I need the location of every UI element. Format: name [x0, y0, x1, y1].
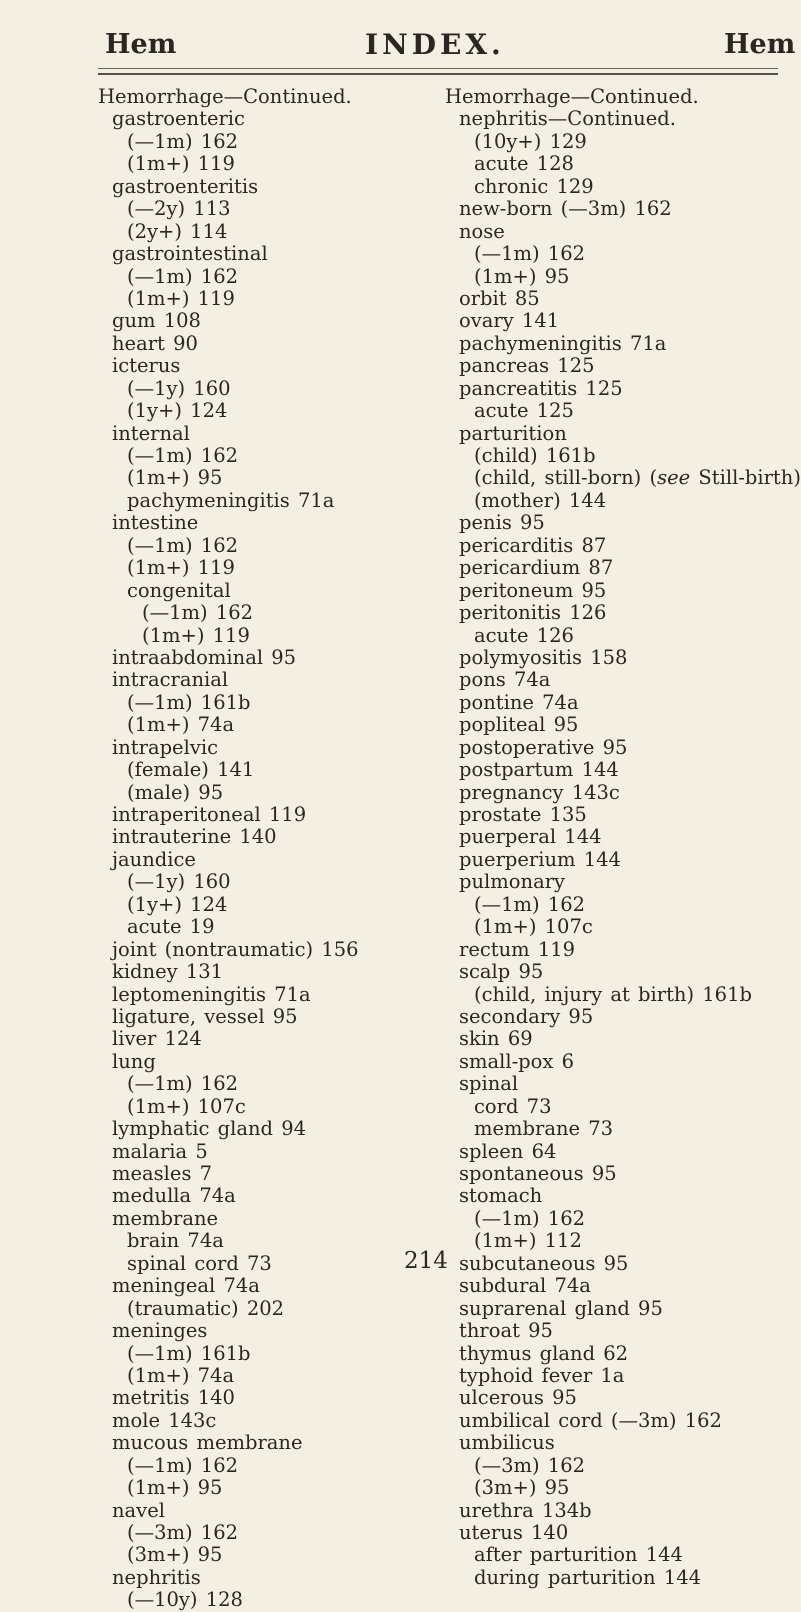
- index-entry: (1m+) 107c: [127, 1094, 246, 1118]
- index-entry: (—1m) 162: [127, 129, 239, 153]
- index-entry: ovary 141: [459, 309, 560, 333]
- index-entry: peritonitis 126: [459, 601, 607, 625]
- index-entry: medulla 74a: [112, 1184, 236, 1208]
- index-entry: postoperative 95: [459, 735, 628, 759]
- index-entry: (mother) 144: [474, 488, 607, 512]
- index-entry: (female) 141: [127, 758, 255, 782]
- index-entry: mole 143c: [112, 1408, 217, 1432]
- index-entry: new-born (—3m) 162: [459, 197, 672, 221]
- index-entry: pancreas 125: [459, 354, 595, 378]
- index-entry: subcutaneous 95: [459, 1251, 629, 1275]
- index-entry: ligature, vessel 95: [112, 1004, 298, 1028]
- index-entry: peritoneum 95: [459, 578, 607, 602]
- index-entry: cord 73: [474, 1094, 552, 1118]
- index-entry: (child, still-born) (see Still-birth): [474, 466, 801, 490]
- index-entry: lung: [112, 1049, 156, 1073]
- index-entry: (3m+) 95: [127, 1543, 223, 1567]
- index-entry: penis 95: [459, 511, 545, 535]
- index-entry: (—1m) 162: [142, 601, 254, 625]
- index-entry: gastroenteritis: [112, 174, 259, 198]
- index-entry: ulcerous 95: [459, 1386, 577, 1410]
- index-entry: polymyositis 158: [459, 645, 628, 669]
- index-entry: puerperal 144: [459, 825, 602, 849]
- index-entry: spinal: [459, 1072, 519, 1096]
- index-entry: (3m+) 95: [474, 1476, 570, 1500]
- index-entry: (1m+) 74a: [127, 1363, 235, 1387]
- index-entry: gum 108: [112, 309, 201, 333]
- index-entry: intrapelvic: [112, 735, 219, 759]
- running-head-right: Hem: [724, 29, 796, 60]
- index-entry: pachymeningitis 71a: [127, 488, 335, 512]
- index-entry: postpartum 144: [459, 758, 619, 782]
- index-entry: (1m+) 95: [127, 1476, 223, 1500]
- index-entry: internal: [112, 421, 190, 445]
- index-entry: liver 124: [112, 1027, 202, 1051]
- index-entry: meninges: [112, 1319, 208, 1343]
- index-entry: (—1m) 162: [474, 892, 586, 916]
- index-entry: (—1m) 162: [474, 1206, 586, 1230]
- index-entry: subdural 74a: [459, 1274, 591, 1298]
- index-entry: intraabdominal 95: [112, 645, 297, 669]
- index-entry: pericarditis 87: [459, 533, 607, 557]
- index-entry: nephritis—Continued.: [459, 107, 676, 131]
- index-entry: jaundice: [112, 847, 196, 871]
- index-entry: umbilicus: [459, 1431, 555, 1455]
- index-entry: acute 125: [474, 399, 574, 423]
- index-entry: (—1m) 162: [127, 444, 239, 467]
- index-entry: nephritis: [112, 1565, 201, 1589]
- index-entry: metritis 140: [112, 1386, 235, 1410]
- index-entry: navel: [112, 1498, 165, 1522]
- index-entry: intracranial: [112, 668, 229, 692]
- index-entry: heart 90: [112, 331, 198, 355]
- running-head-title: INDEX.: [365, 28, 505, 61]
- index-entry: parturition: [459, 421, 567, 445]
- index-entry: (—3m) 162: [127, 1521, 239, 1544]
- index-entry: leptomeningitis 71a: [112, 982, 311, 1006]
- index-entry: measles 7: [112, 1162, 213, 1185]
- index-entry: pancreatitis 125: [459, 376, 623, 400]
- index-entry: (—1m) 161b: [127, 690, 251, 714]
- index-entry: orbit 85: [459, 286, 540, 310]
- index-entry: (1m+) 95: [127, 466, 223, 490]
- index-entry: pulmonary: [459, 870, 566, 894]
- index-entry: (2y+) 114: [127, 219, 228, 243]
- index-entry: (1y+) 124: [127, 399, 228, 423]
- index-entry: pachymeningitis 71a: [459, 331, 667, 355]
- header-rule-double: [98, 73, 778, 75]
- index-entry: (traumatic) 202: [127, 1296, 285, 1320]
- index-column-right: [445, 85, 801, 1589]
- index-entry: joint (nontraumatic) 156: [112, 937, 359, 961]
- header-rule: [98, 68, 778, 69]
- index-entry: (—1m) 162: [127, 533, 239, 557]
- index-entry: gastrointestinal: [112, 242, 268, 266]
- index-entry: intraperitoneal 119: [112, 803, 307, 826]
- index-entry: kidney 131: [112, 960, 224, 984]
- index-entry: (—1y) 160: [127, 376, 231, 400]
- index-entry: (—1y) 160: [127, 870, 231, 894]
- index-entry: congenital: [127, 578, 231, 602]
- see-reference: see: [657, 466, 691, 490]
- index-entry: skin 69: [459, 1027, 533, 1051]
- index-entry: lymphatic gland 94: [112, 1117, 307, 1141]
- index-entry: (—1m) 162: [127, 1072, 239, 1096]
- index-heading: Hemorrhage—Continued.: [445, 85, 699, 108]
- index-entry: (child, injury at birth) 161b: [474, 982, 752, 1006]
- index-entry: (child) 161b: [474, 444, 596, 467]
- index-entry: icterus: [112, 354, 181, 378]
- index-entry: spinal cord 73: [127, 1251, 272, 1275]
- index-entry: (1m+) 119: [127, 556, 235, 580]
- index-entry: (male) 95: [127, 780, 224, 804]
- index-entry: thymus gland 62: [459, 1341, 629, 1365]
- index-entry: spleen 64: [459, 1139, 557, 1163]
- index-entry: (—2y) 113: [127, 197, 231, 221]
- index-entry: puerperium 144: [459, 847, 621, 871]
- index-entry: membrane: [112, 1206, 219, 1230]
- index-entry: (1m+) 74a: [127, 713, 235, 737]
- index-entry: (10y+) 129: [474, 129, 587, 153]
- index-entry: rectum 119: [459, 937, 576, 961]
- index-entry: pericardium 87: [459, 556, 614, 580]
- index-entry: spontaneous 95: [459, 1162, 617, 1185]
- index-entry: (—1m) 162: [127, 264, 239, 288]
- index-entry: (1m+) 119: [127, 152, 235, 176]
- index-entry: (1m+) 119: [127, 286, 235, 310]
- index-entry: (—3m) 162: [474, 1453, 586, 1477]
- index-entry: throat 95: [459, 1319, 553, 1343]
- index-entry: pregnancy 143c: [459, 780, 620, 804]
- index-entry: intrauterine 140: [112, 825, 277, 849]
- index-entry: prostate 135: [459, 803, 587, 826]
- index-entry: (—1m) 162: [474, 242, 586, 266]
- index-entry: popliteal 95: [459, 713, 579, 737]
- index-entry: gastroenteric: [112, 107, 245, 131]
- index-entry: acute 128: [474, 152, 574, 176]
- index-entry: pons 74a: [459, 668, 551, 692]
- index-entry: pontine 74a: [459, 690, 579, 714]
- index-entry: suprarenal gland 95: [459, 1296, 663, 1320]
- index-entry: brain 74a: [127, 1229, 224, 1253]
- index-entry: (1y+) 124: [127, 892, 228, 916]
- index-entry: stomach: [459, 1184, 543, 1208]
- index-column-left: [98, 86, 428, 1612]
- index-entry: membrane 73: [474, 1117, 614, 1141]
- index-entry: meningeal 74a: [112, 1274, 260, 1298]
- index-entry: uterus 140: [459, 1521, 569, 1544]
- index-entry: (1m+) 119: [142, 623, 250, 647]
- index-heading: Hemorrhage—Continued.: [98, 85, 352, 108]
- index-entry: small-pox 6: [459, 1049, 575, 1073]
- index-entry: (1m+) 95: [474, 264, 570, 288]
- index-entry: acute 19: [127, 915, 215, 939]
- index-entry: (1m+) 107c: [474, 915, 593, 939]
- index-entry: scalp 95: [459, 960, 544, 984]
- index-entry: secondary 95: [459, 1004, 594, 1028]
- index-entry: during parturition 144: [474, 1565, 702, 1589]
- index-entry: (1m+) 112: [474, 1229, 582, 1253]
- page-number: 214: [404, 1248, 448, 1274]
- index-entry: acute 126: [474, 623, 574, 647]
- index-entry: typhoid fever 1a: [459, 1363, 625, 1387]
- index-entry: malaria 5: [112, 1139, 208, 1163]
- index-entry: urethra 134b: [459, 1498, 592, 1522]
- index-entry: umbilical cord (—3m) 162: [459, 1408, 722, 1432]
- running-head-left: Hem: [105, 29, 177, 60]
- index-entry: intestine: [112, 511, 199, 535]
- index-entry: (—1m) 162: [127, 1453, 239, 1477]
- index-entry: chronic 129: [474, 174, 594, 198]
- index-entry: nose: [459, 219, 505, 243]
- index-entry: mucous membrane: [112, 1431, 303, 1455]
- index-entry: (—10y) 128: [127, 1588, 243, 1612]
- index-entry: (—1m) 161b: [127, 1341, 251, 1365]
- index-entry: after parturition 144: [474, 1543, 683, 1567]
